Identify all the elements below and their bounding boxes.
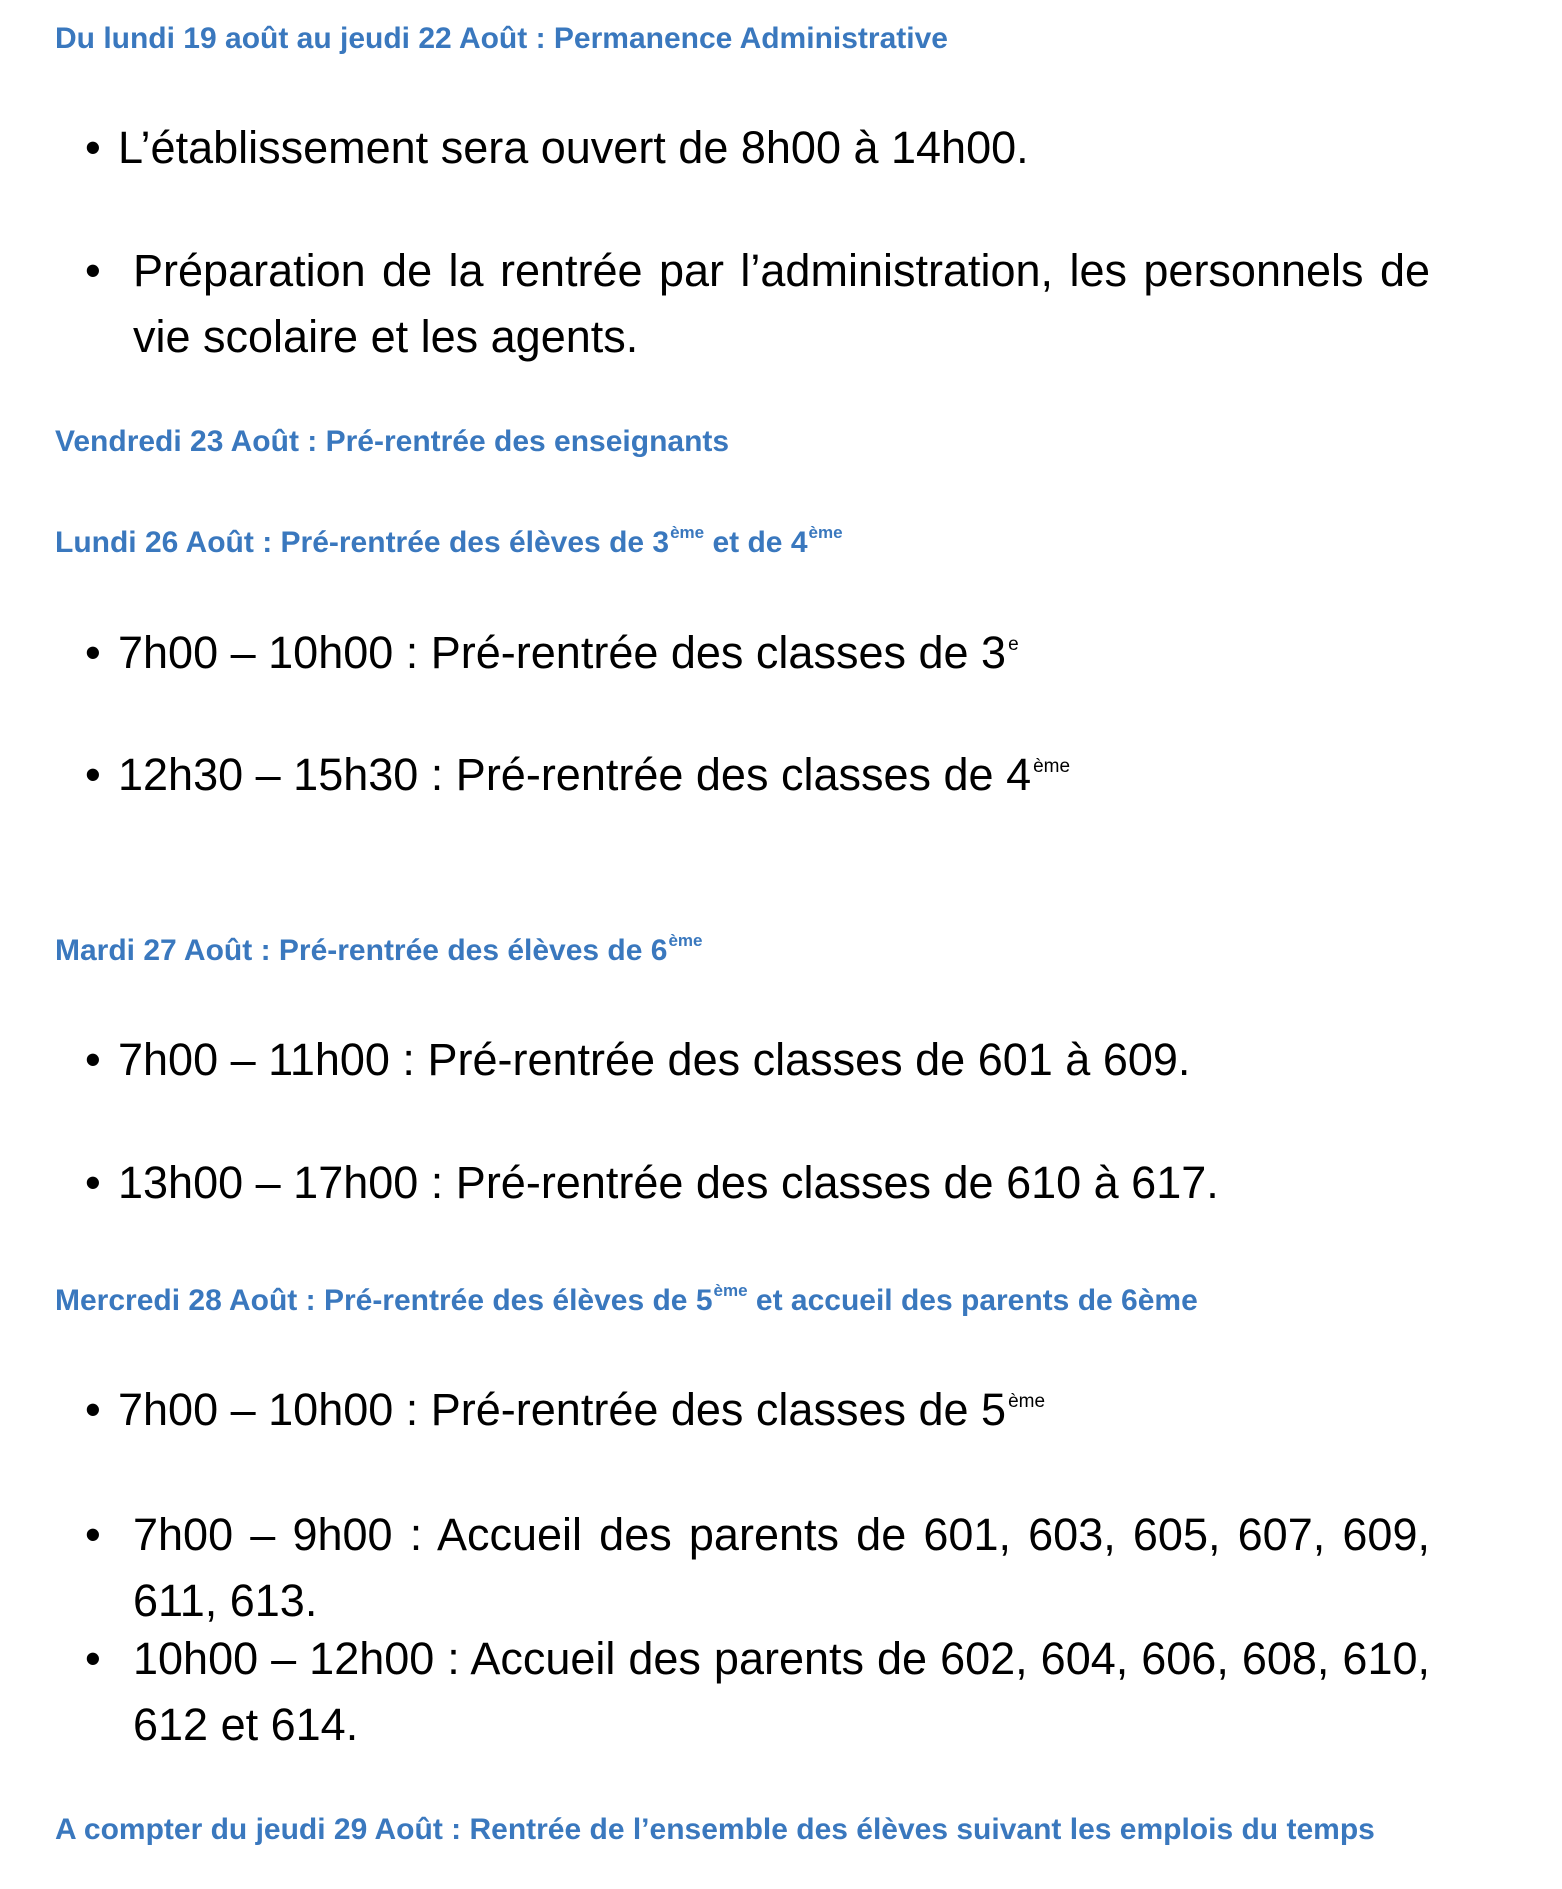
heading-text: Mardi 27 Août : Pré-rentrée des élèves de 6 — [55, 934, 668, 967]
heading-superscript: ème — [808, 523, 843, 542]
bullet-icon: • — [85, 1509, 101, 1560]
list-item-text: 10h00 – 12h00 : Accueil des parents de 602, 604, 606, 608, 610, 612 et 614. — [133, 1633, 1430, 1750]
list-item — [85, 1626, 1430, 1758]
section-heading-jeudi-29: A compter du jeudi 29 Août : Rentrée de l’ensemble des élèves suivant les emplois du temps — [55, 1813, 1375, 1846]
section-heading-mercredi-28 — [55, 1282, 1435, 1320]
section-heading-enseignants: Vendredi 23 Août : Pré-rentrée des enseignants — [55, 425, 730, 458]
bullet-icon: • — [85, 1633, 101, 1684]
superscript: e — [1008, 634, 1019, 655]
superscript: ème — [1033, 756, 1071, 777]
list-item-text: L’établissement sera ouvert de 8h00 à 14h00. — [118, 122, 1029, 173]
list-item-text: 7h00 – 11h00 : Pré-rentrée des classes de 601 à 609. — [118, 1034, 1191, 1085]
list-item — [85, 620, 1430, 686]
heading-text: et accueil des parents de 6ème — [747, 1284, 1198, 1317]
bullet-icon: • — [85, 245, 101, 296]
section-heading-lundi-26 — [55, 524, 1435, 562]
list-item — [85, 742, 1430, 808]
superscript: ème — [1008, 1391, 1046, 1412]
bullet-icon: • — [85, 1384, 101, 1435]
list-item — [85, 1150, 1430, 1216]
section-heading-mardi-27 — [55, 932, 1435, 970]
list-item-text: Préparation de la rentrée par l’administration, les personnels de vie scolaire et les agents. — [133, 245, 1430, 362]
list-item — [85, 1027, 1430, 1093]
section-heading-permanence: Du lundi 19 août au jeudi 22 Août : Permanence Administrative — [55, 22, 948, 55]
heading-superscript: ème — [670, 523, 705, 542]
list-item — [85, 115, 1430, 181]
bullet-icon: • — [85, 1157, 101, 1208]
list-item-text: 7h00 – 9h00 : Accueil des parents de 601, 603, 605, 607, 609, 611, 613. — [133, 1509, 1430, 1626]
list-item-text: 13h00 – 17h00 : Pré-rentrée des classes de 610 à 617. — [118, 1157, 1219, 1208]
list-item — [85, 1502, 1430, 1634]
list-item — [85, 1377, 1430, 1443]
heading-superscript: ème — [713, 1281, 748, 1300]
heading-text: Lundi 26 Août : Pré-rentrée des élèves de 3 — [55, 526, 670, 559]
list-item-text: 7h00 – 10h00 : Pré-rentrée des classes de 3 $^e$ — [118, 627, 1019, 678]
heading-text: Mercredi 28 Août : Pré-rentrée des élèves de 5 — [55, 1284, 713, 1317]
list-item-text: 12h30 – 15h30 : Pré-rentrée des classes de 4 $^{ème}$ — [118, 749, 1071, 800]
bullet-icon: • — [85, 749, 101, 800]
bullet-icon: • — [85, 1034, 101, 1085]
list-item — [85, 238, 1430, 370]
bullet-icon: • — [85, 122, 101, 173]
heading-superscript: ème — [668, 931, 703, 950]
bullet-icon: • — [85, 627, 101, 678]
heading-text: et de 4 — [704, 526, 808, 559]
list-item-text: 7h00 – 10h00 : Pré-rentrée des classes de 5 $^{ème}$ — [118, 1384, 1046, 1435]
